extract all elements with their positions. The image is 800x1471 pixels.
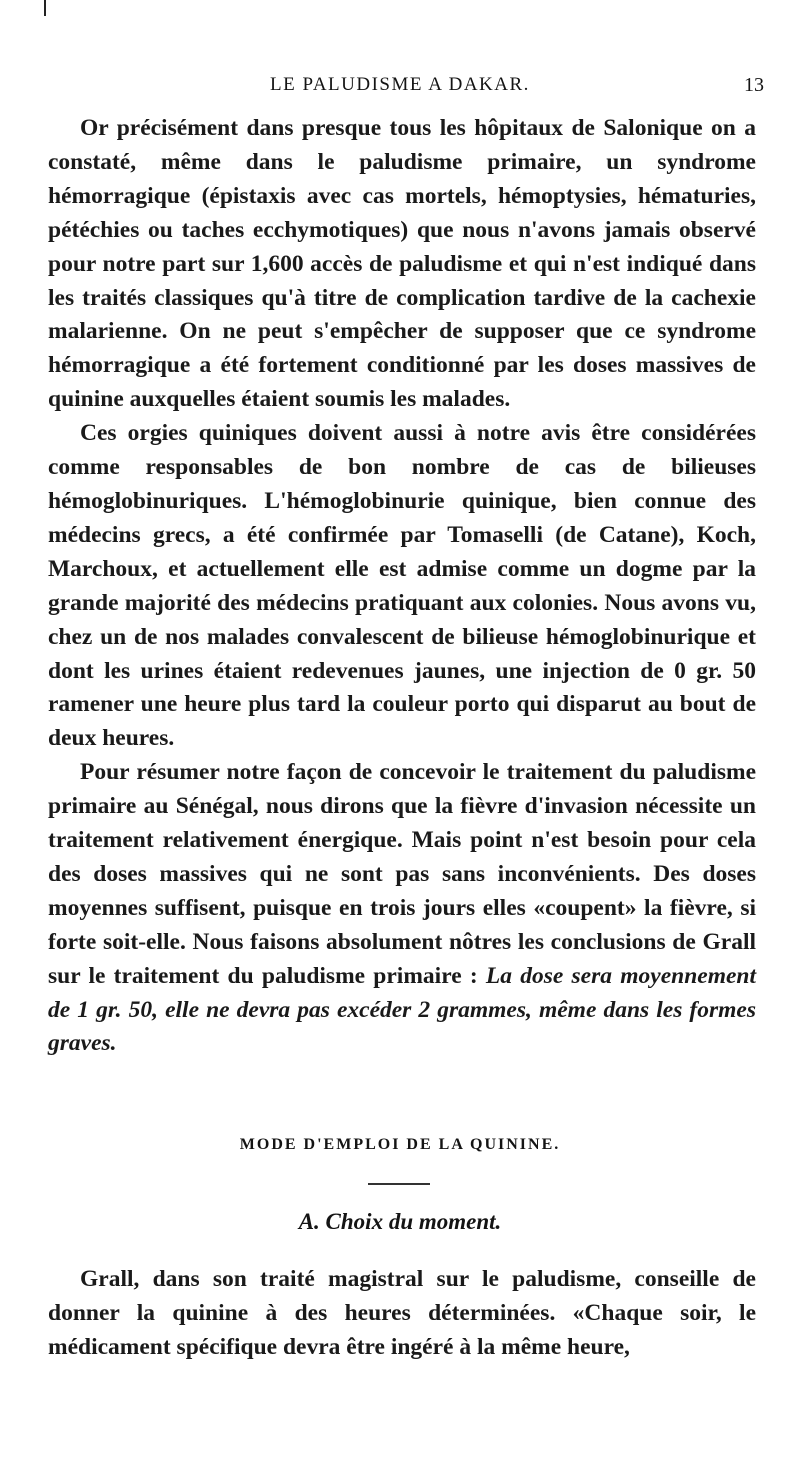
paragraph-1: Or précisément dans presque tous les hôpitaux de Salonique on a constaté, même dans le paludisme primaire, un syndrome hémorragique (épistaxis avec cas mortels, hémoptysies, hématuries, pétéchies ou taches ecchymotiques) que nous n'avons jamais observé pour notre part sur 1,600 accès de paludisme et qui n'est indiqué dans les traités classiques qu'à titre de complication tardive de la cachexie malarienne. On ne peut s'empêcher de supposer que ce syndrome hémorragique a été fortement conditionné par les doses massives de quinine auxquelles étaient soumis les malades. <box>48 115 756 413</box>
paragraph-3-italic-conclusion: La dose sera moyennement de 1 gr. 50, elle ne devra pas excéder 2 grammes, même dans les formes graves. <box>48 962 757 1057</box>
subheading: A. Choix du moment. <box>298 1209 502 1234</box>
paragraph-2: Ces orgies quiniques doivent aussi à notre avis être considérées comme responsables de bon nombre de cas de bilieuses hémoglobinuriques. L'hémoglobinurie quinique, bien connue des médecins grecs, a été confirmée par Tomaselli (de Catane), Koch, Marchoux, et actuellement elle est admise comme un dogme par la grande majorité des médecins pratiquant aux colonies. Nous avons vu, chez un de nos malades convalescent de bilieuse hémoglobinurique et dont les urines étaient redevenues jaunes, une injection de 0 gr. 50 ramener une heure plus tard la couleur porto qui disparut au bout de deux heures. <box>48 420 756 752</box>
running-title: LE PALUDISME A DAKAR. <box>270 74 530 95</box>
running-head <box>0 74 800 104</box>
scan-edge-mark <box>44 0 46 16</box>
paragraph-3-text: Pour résumer notre façon de concevoir le traitement du paludisme primaire au Sénégal, nous dirons que la fièvre d'invasion nécessite un traitement relativement énergique. Mais point n'est besoin pour cela des doses massives qui ne sont pas sans inconvénients. Des doses moyennes suffisent, puisque en trois jours elles «coupent» la fièvre, si forte soit-elle. Nous faisons absolument nôtres les conclusions de Grall sur le traitement du paludisme primaire : <box>48 759 756 989</box>
section-heading: MODE D'EMPLOI DE LA QUININE. <box>239 1136 561 1153</box>
section-divider <box>368 1183 430 1185</box>
main-text-block <box>48 112 756 1061</box>
paragraph-3 <box>48 756 756 1061</box>
section-text-block <box>48 1262 756 1364</box>
page-number: 13 <box>744 74 764 96</box>
paragraph-4: Grall, dans son traité magistral sur le paludisme, conseille de donner la quinine à des heures déterminées. «Chaque soir, le médicament spécifique devra être ingéré à la même heure, <box>48 1266 756 1360</box>
